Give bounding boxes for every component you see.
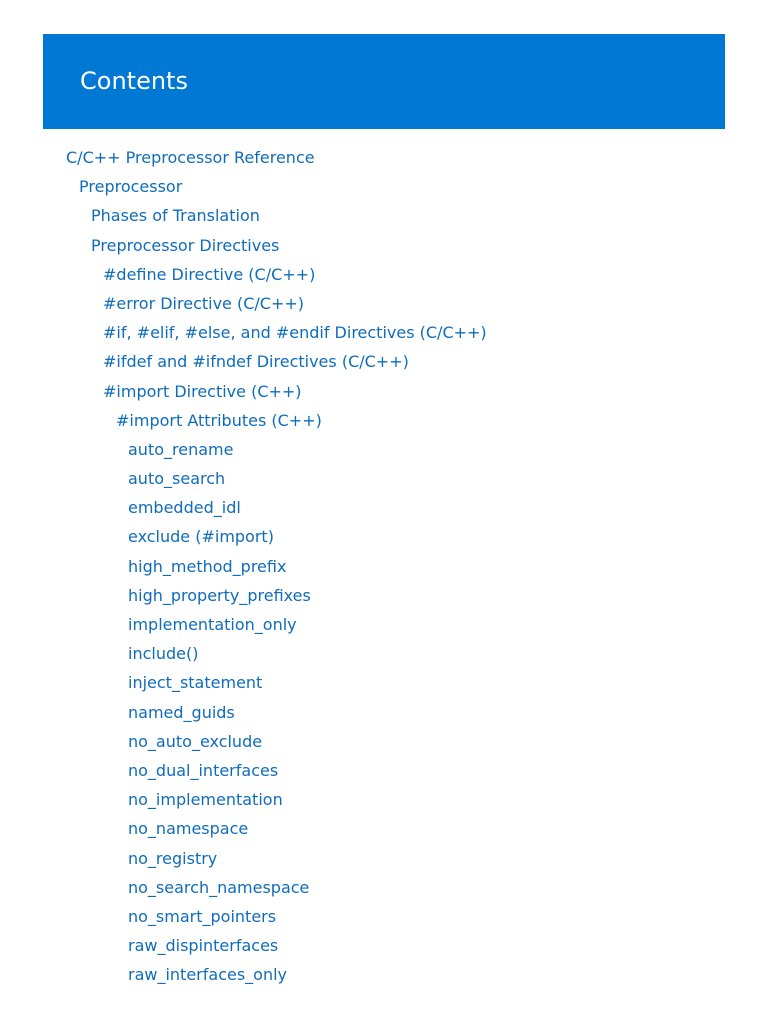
toc-link[interactable]: Preprocessor <box>79 177 183 197</box>
toc-link[interactable]: Phases of Translation <box>91 206 260 226</box>
toc-link[interactable]: #import Directive (C++) <box>103 381 302 401</box>
toc-link[interactable]: no_namespace <box>128 819 249 839</box>
toc-link[interactable]: no_smart_pointers <box>128 906 277 926</box>
toc-link[interactable]: no_dual_interfaces <box>128 760 279 780</box>
toc-link[interactable]: C/C++ Preprocessor Reference <box>66 148 315 167</box>
toc-link[interactable]: high_method_prefix <box>128 556 287 576</box>
toc-link[interactable]: raw_interfaces_only <box>128 965 288 985</box>
toc-link[interactable]: implementation_only <box>128 615 297 634</box>
toc-link[interactable]: embedded_idl <box>128 498 241 518</box>
page-title: Contents <box>80 67 188 95</box>
toc-link[interactable]: #if, #elif, #else, and #endif Directives (C/C++) <box>103 323 487 343</box>
toc-link[interactable]: no_registry <box>128 848 218 868</box>
toc-link[interactable]: no_auto_exclude <box>128 731 263 751</box>
toc-link[interactable]: auto_rename <box>128 439 234 459</box>
toc-link[interactable]: high_property_prefixes <box>128 585 311 605</box>
toc-link[interactable]: no_search_namespace <box>128 877 310 897</box>
toc-link[interactable]: #ifdef and #ifndef Directives (C/C++) <box>103 352 409 372</box>
toc-link[interactable]: exclude (#import) <box>128 527 274 547</box>
toc-link[interactable]: no_implementation <box>128 790 283 810</box>
toc-link[interactable]: #define Directive (C/C++) <box>103 264 316 284</box>
toc-link[interactable]: auto_search <box>128 469 226 489</box>
toc-link[interactable]: #import Attributes (C++) <box>116 410 322 430</box>
toc-link[interactable]: include() <box>128 644 199 664</box>
contents-banner <box>43 34 725 129</box>
toc-link[interactable]: #error Directive (C/C++) <box>103 293 305 313</box>
toc-link[interactable]: named_guids <box>128 702 235 722</box>
toc-link[interactable]: Preprocessor Directives <box>91 235 280 255</box>
toc-link[interactable]: raw_dispinterfaces <box>128 936 279 956</box>
toc-link[interactable]: inject_statement <box>128 673 263 693</box>
table-of-contents <box>0 143 487 989</box>
